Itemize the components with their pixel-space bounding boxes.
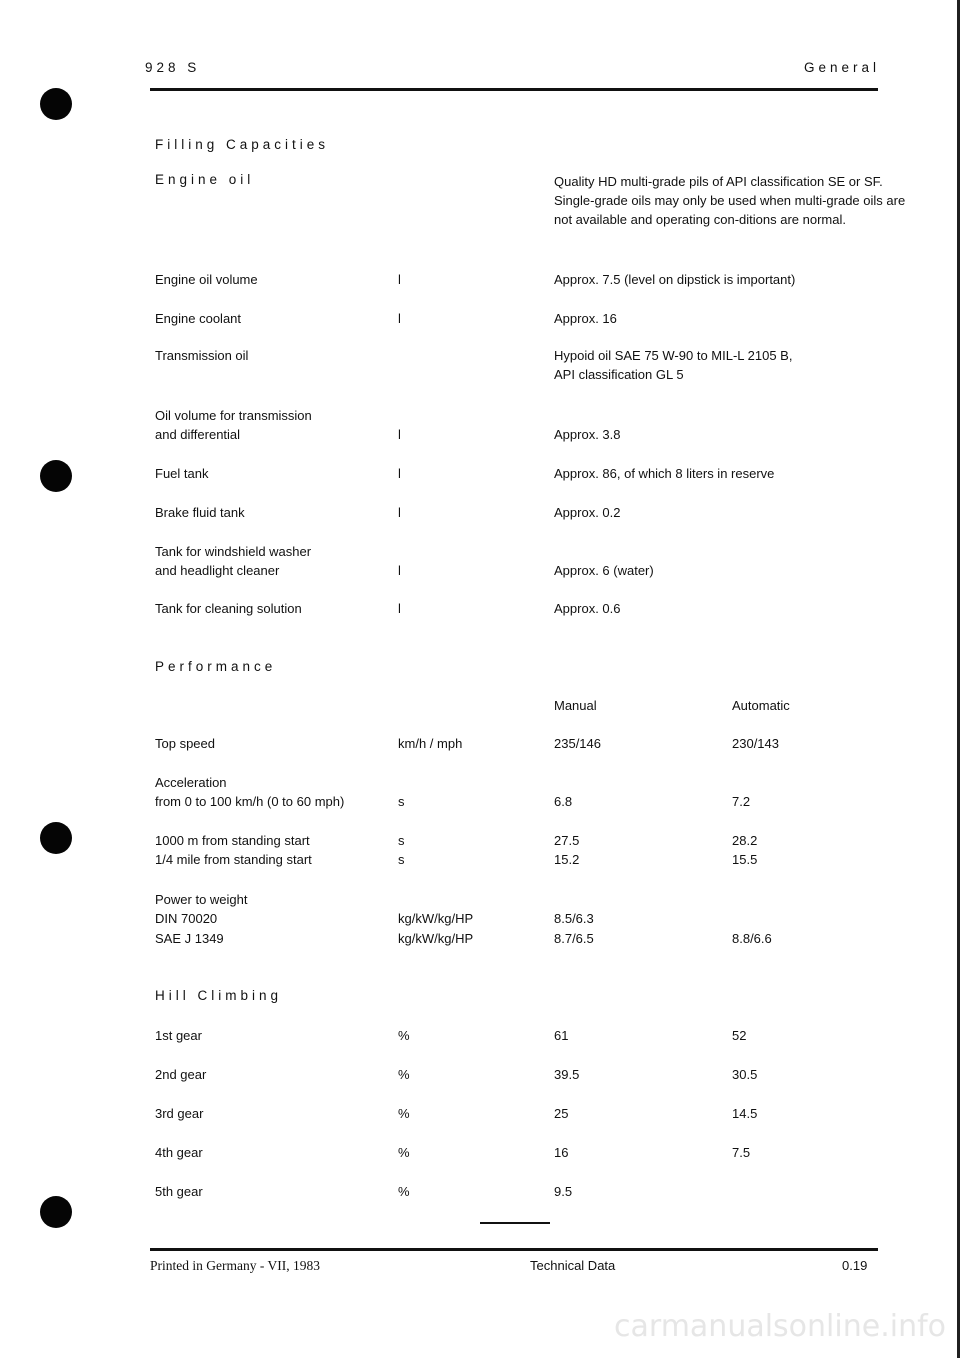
hill-label: 4th gear (155, 1145, 203, 1160)
perf-manual: 15.2 (554, 852, 580, 867)
capacity-value: Approx. 3.8 (554, 427, 621, 442)
hill-label: 5th gear (155, 1184, 203, 1199)
hill-unit: % (398, 1067, 410, 1082)
capacity-label-line2: and headlight cleaner (155, 563, 280, 578)
capacity-unit: l (398, 563, 401, 578)
hill-unit: % (398, 1184, 410, 1199)
perf-unit: s (398, 852, 405, 867)
header-section: General (804, 60, 881, 75)
capacity-value: Approx. 7.5 (level on dipstick is important) (554, 272, 796, 287)
capacity-unit: l (398, 601, 401, 616)
capacity-value: Approx. 0.6 (554, 601, 621, 616)
capacity-value: Approx. 0.2 (554, 505, 621, 520)
binder-hole (40, 88, 72, 120)
capacity-label: Tank for cleaning solution (155, 601, 302, 616)
capacity-value: Hypoid oil SAE 75 W-90 to MIL-L 2105 B, (554, 348, 793, 363)
perf-unit: km/h / mph (398, 736, 463, 751)
capacity-label: Tank for windshield washer (155, 544, 312, 559)
capacity-unit: l (398, 466, 401, 481)
header-rule (150, 88, 878, 91)
capacity-label: Engine coolant (155, 311, 242, 326)
engine-oil-note: Quality HD multi-grade pils of API classification SE or SF. Single-grade oils may only be used when multi-grade oils are not available and operating con-ditions are normal. (554, 174, 906, 227)
perf-automatic: 8.8/6.6 (732, 931, 772, 946)
capacity-unit: l (398, 427, 401, 442)
capacity-label: Oil volume for transmission (155, 408, 312, 423)
capacity-label: Brake fluid tank (155, 505, 245, 520)
header-model: 928 S (145, 60, 201, 75)
perf-label: DIN 70020 (155, 911, 218, 926)
footer-rule (150, 1248, 878, 1251)
perf-label: 1000 m from standing start (155, 833, 310, 848)
hill-automatic: 7.5 (732, 1145, 751, 1160)
perf-automatic: 230/143 (732, 736, 779, 751)
perf-unit: kg/kW/kg/HP (398, 911, 474, 926)
hill-automatic: 30.5 (732, 1067, 758, 1082)
capacity-unit: l (398, 505, 401, 520)
section-performance: Performance (155, 659, 277, 674)
perf-manual: 8.5/6.3 (554, 911, 594, 926)
capacity-label-line2: and differential (155, 427, 241, 442)
section-hill-climbing: Hill Climbing (155, 988, 283, 1003)
hill-manual: 39.5 (554, 1067, 580, 1082)
footer-page-number: 0.19 (842, 1258, 868, 1273)
perf-unit: s (398, 794, 405, 809)
hill-manual: 61 (554, 1028, 569, 1043)
hill-manual: 9.5 (554, 1184, 573, 1199)
capacity-value: Approx. 86, of which 8 liters in reserve (554, 466, 775, 481)
hill-label: 2nd gear (155, 1067, 207, 1082)
perf-label: Acceleration (155, 775, 227, 790)
hill-label: 3rd gear (155, 1106, 204, 1121)
capacity-value: Approx. 16 (554, 311, 617, 326)
perf-manual: 235/146 (554, 736, 601, 751)
capacity-unit: l (398, 272, 401, 287)
capacity-label: Fuel tank (155, 466, 209, 481)
footer-chapter: Technical Data (530, 1258, 616, 1273)
hill-unit: % (398, 1028, 410, 1043)
perf-label: SAE J 1349 (155, 931, 224, 946)
capacity-label: Engine oil volume (155, 272, 258, 287)
perf-manual: 6.8 (554, 794, 573, 809)
perf-unit: s (398, 833, 405, 848)
binder-hole (40, 1196, 72, 1228)
perf-automatic: 15.5 (732, 852, 758, 867)
hill-label: 1st gear (155, 1028, 202, 1043)
perf-unit: kg/kW/kg/HP (398, 931, 474, 946)
hill-unit: % (398, 1145, 410, 1160)
hill-automatic: 14.5 (732, 1106, 758, 1121)
column-header-automatic: Automatic (732, 698, 790, 713)
section-engine-oil: Engine oil (155, 172, 255, 187)
perf-label: Top speed (155, 736, 215, 751)
hill-manual: 25 (554, 1106, 569, 1121)
binder-hole (40, 822, 72, 854)
hill-automatic: 52 (732, 1028, 747, 1043)
perf-automatic: 28.2 (732, 833, 758, 848)
end-of-section-rule (480, 1222, 550, 1224)
footer-print-info: Printed in Germany - VII, 1983 (150, 1258, 320, 1273)
capacity-unit: l (398, 311, 401, 326)
capacity-value-line2: API classification GL 5 (554, 367, 684, 382)
perf-label: 1/4 mile from standing start (155, 852, 312, 867)
section-filling-capacities: Filling Capacities (155, 137, 330, 152)
capacity-label: Transmission oil (155, 348, 249, 363)
hill-unit: % (398, 1106, 410, 1121)
watermark: carmanualsonline.info (614, 1309, 946, 1344)
perf-automatic: 7.2 (732, 794, 751, 809)
perf-label-line2: from 0 to 100 km/h (0 to 60 mph) (155, 794, 345, 809)
hill-manual: 16 (554, 1145, 569, 1160)
perf-label: Power to weight (155, 892, 248, 907)
capacity-value: Approx. 6 (water) (554, 563, 654, 578)
perf-manual: 8.7/6.5 (554, 931, 594, 946)
binder-hole (40, 460, 72, 492)
column-header-manual: Manual (554, 698, 597, 713)
perf-manual: 27.5 (554, 833, 580, 848)
